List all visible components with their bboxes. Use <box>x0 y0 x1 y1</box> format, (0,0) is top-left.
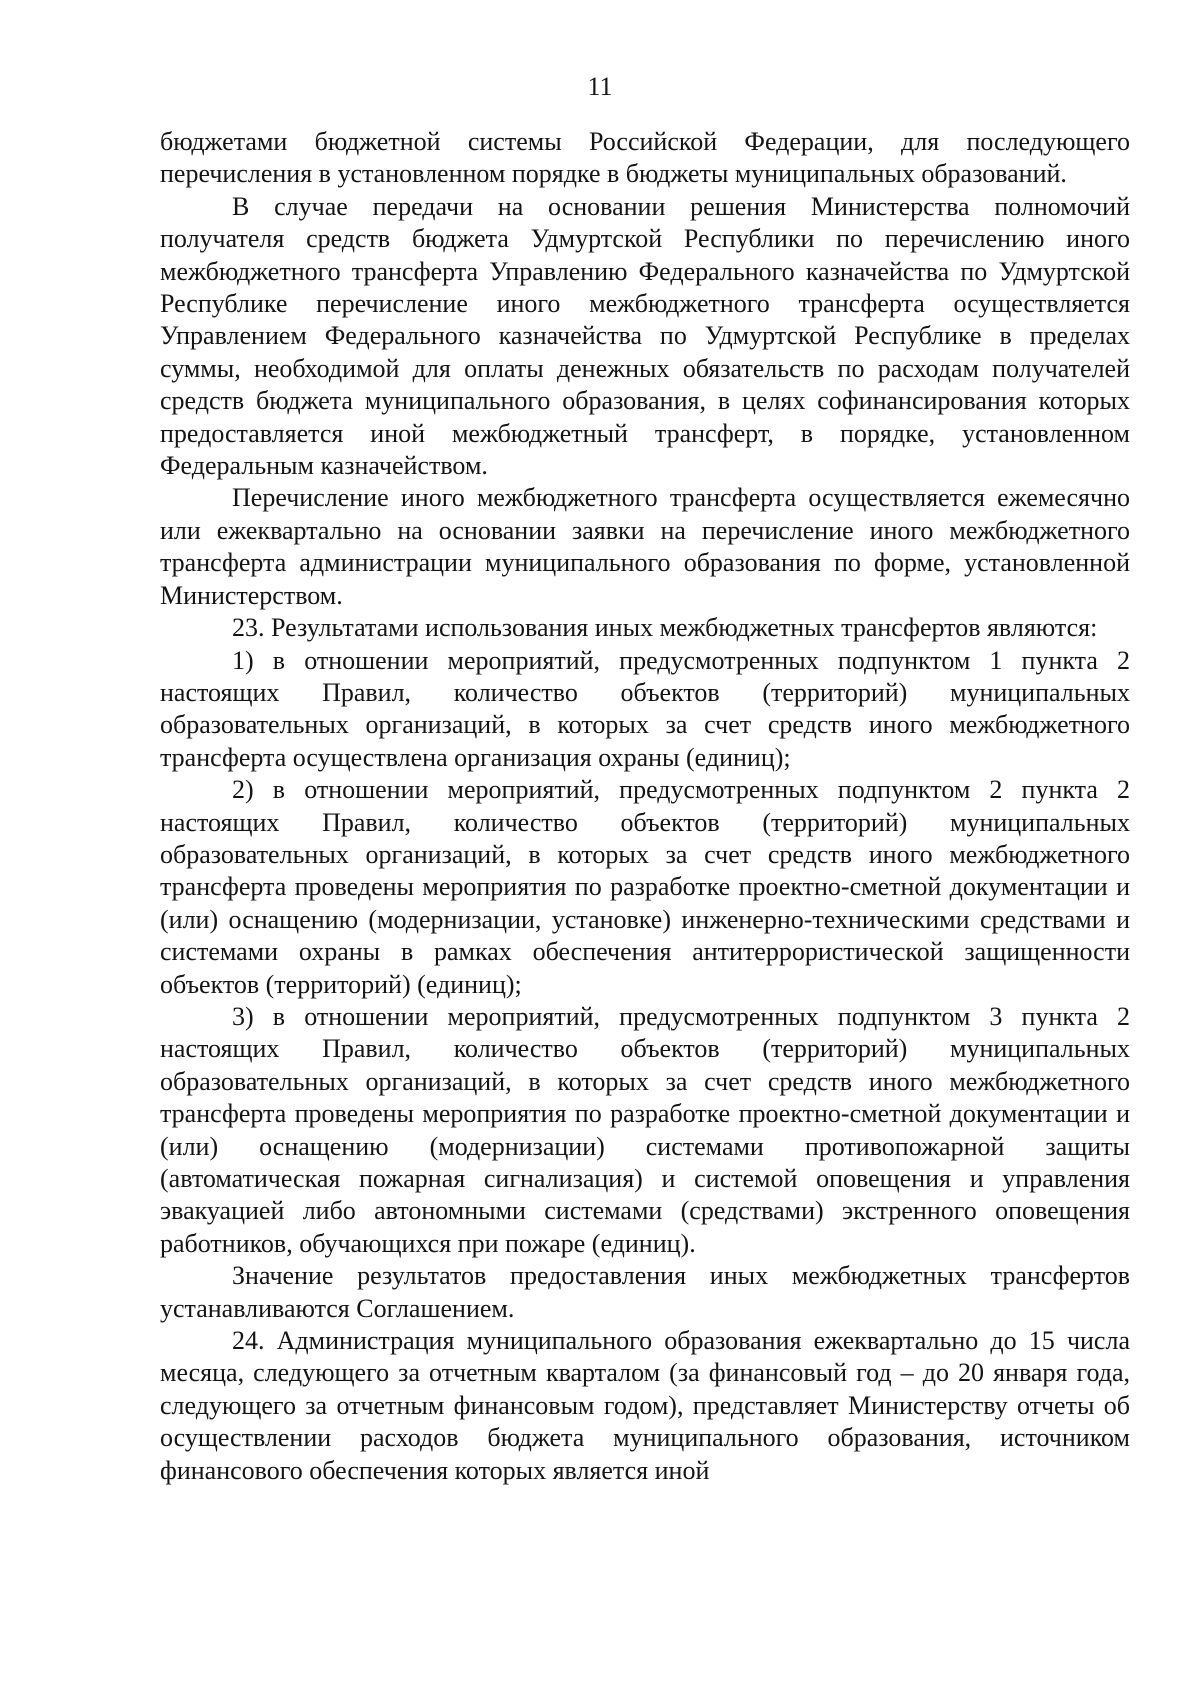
list-item: 3) в отношении мероприятий, предусмотренных подпунктом 3 пункта 2 настоящих Правил, количество объектов (территорий) муниципальных образовательных организаций, в которых за счет средств иного межбюджетного трансферта проведены мероприятия по разработке проектно-сметной документации и (или) оснащению (модернизации) системами противопожарной защиты (автоматическая пожарная сигнализация) и системой оповещения и управления эвакуацией либо автономными системами (средствами) экстренного оповещения работников, обучающихся при пожаре (единиц). <box>160 1001 1130 1258</box>
paragraph: В случае передачи на основании решения Министерства полномочий получателя средств бюджета Удмуртской Республики по перечислению иного межбюджетного трансферта Управлению Федерального казначейства по Удмуртской Республике перечисление иного межбюджетного трансферта осуществляется Управлением Федерального казначейства по Удмуртской Республике в пределах суммы, необходимой для оплаты денежных обязательств по расходам получателей средств бюджета муниципального образования, в целях софинансирования которых предоставляется иной межбюджетный трансферт, в порядке, установленном Федеральным казначейством. <box>160 191 1130 481</box>
list-item: 2) в отношении мероприятий, предусмотренных подпунктом 2 пункта 2 настоящих Правил, количество объектов (территорий) муниципальных образовательных организаций, в которых за счет средств иного межбюджетного трансферта проведены мероприятия по разработке проектно-сметной документации и (или) оснащению (модернизации, установке) инженерно-техническими средствами и системами охраны в рамках обеспечения антитеррористической защищенности объектов (территорий) (единиц); <box>160 775 1130 999</box>
paragraph-item-24: 24. Администрация муниципального образования ежеквартально до 15 числа месяца, следующего за отчетным кварталом (за финансовый год – до 20 января года, следующего за отчетным финансовым годом), представляет Министерству отчеты об осуществлении расходов бюджета муниципального образования, источником финансового обеспечения которых является иной <box>160 1326 1130 1485</box>
paragraph: Перечисление иного межбюджетного трансферта осуществляется ежемесячно или ежеквартально на основании заявки на перечисление иного межбюджетного трансферта администрации муниципального образования по форме, установленной Министерством. <box>160 483 1130 610</box>
paragraph: Значение результатов предоставления иных межбюджетных трансфертов устанавливаются Соглашением. <box>160 1261 1130 1323</box>
paragraph: бюджетами бюджетной системы Российской Федерации, для последующего перечисления в установленном порядке в бюджеты муниципальных образований. <box>160 127 1130 189</box>
document-body <box>160 126 1130 1487</box>
page-number: 11 <box>587 72 613 101</box>
list-item: 1) в отношении мероприятий, предусмотренных подпунктом 1 пункта 2 настоящих Правил, количество объектов (территорий) муниципальных образовательных организаций, в которых за счет средств иного межбюджетного трансферта осуществлена организация охраны (единиц); <box>160 645 1130 772</box>
paragraph-item-23: 23. Результатами использования иных межбюджетных трансфертов являются: <box>232 613 1098 643</box>
